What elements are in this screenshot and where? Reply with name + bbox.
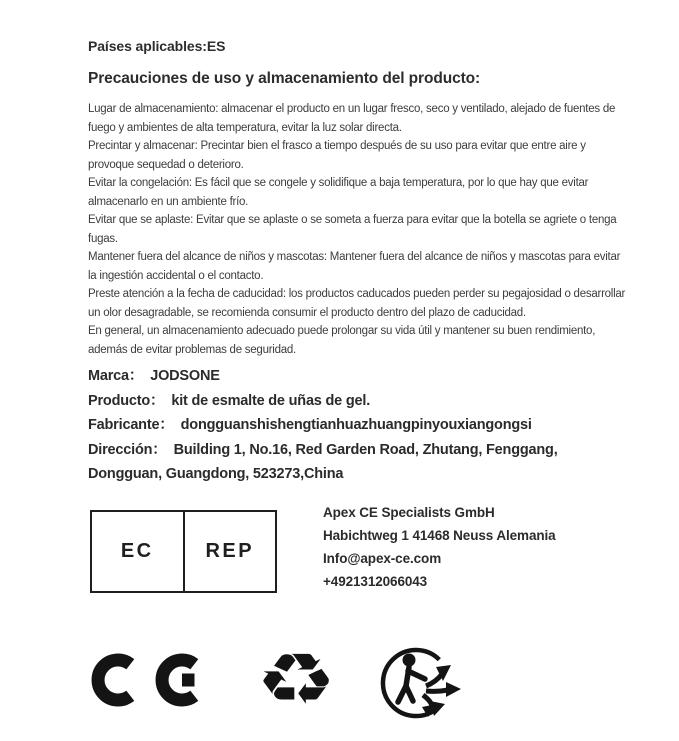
precaution-line: Evitar la congelación: Es fácil que se congele y solidifique a baja temperatura, por lo que hay que evitar [88, 177, 589, 189]
precaution-line: un olor desagradable, se recomienda consumir el producto dentro del plazo de caducidad. [88, 306, 526, 319]
product-line [88, 389, 558, 414]
brand-label: Marca： [88, 368, 144, 384]
representative-address: Habichtweg 1 41468 Neuss Alemania [323, 528, 556, 543]
address-line [88, 438, 558, 463]
precaution-line: además de evitar problemas de seguridad. [88, 343, 296, 356]
manufacturer-label: Fabricante： [88, 417, 174, 433]
precaution-line: Evitar que se aplaste: Evitar que se aplaste o se someta a fuerza para evitar que la botella se agriete o tenga [88, 214, 617, 226]
precautions-heading: Precauciones de uso y almacenamiento del producto: [88, 70, 481, 87]
precaution-line: En general, un almacenamiento adecuado puede prolongar su vida útil y mantener su buen rendimiento, [88, 325, 596, 337]
precaution-line: provoque sequedad o deterioro. [88, 158, 244, 171]
triman-logo-icon [376, 641, 474, 728]
applicable-countries-heading: Países aplicables:ES [88, 38, 226, 54]
product-info-block [88, 364, 558, 487]
precaution-line: almacenarlo en un ambiente frío. [88, 195, 249, 208]
address-value: Building 1, No.16, Red Garden Road, Zhutang, Fenggang, [173, 441, 558, 458]
representative-email: Info@apex-ce.com [323, 551, 442, 566]
precaution-line: Precintar y almacenar: Precintar bien el frasco a tiempo después de su uso para evitar que entre aire y [88, 140, 586, 152]
precaution-line: fugas. [88, 232, 118, 245]
recycling-symbol-icon [238, 639, 354, 719]
address-value-2: Dongguan, Guangdong, 523273,China [88, 466, 344, 482]
brand-line [88, 364, 558, 389]
brand-value: JODSONE [150, 368, 220, 384]
precaution-line: Preste atención a la fecha de caducidad: los productos caducados pueden perder su pegajosidad o desarrollar [88, 288, 626, 300]
manufacturer-value: dongguanshishengtianhuazhuangpinyouxiangongsi [180, 417, 532, 433]
precaution-line: fuego y ambientes de alta temperatura, evitar la luz solar directa. [88, 121, 402, 134]
rep-cell: REP [205, 540, 255, 562]
precaution-line: Lugar de almacenamiento: almacenar el producto en un lugar fresco, seco y ventilado, alejado de fuentes de [88, 103, 616, 115]
manufacturer-line [88, 413, 558, 438]
precaution-line: Mantener fuera del alcance de niños y mascotas: Mantener fuera del alcance de niños y mascotas para evitar [88, 251, 621, 263]
ec-rep-box [90, 510, 277, 593]
ec-cell: EC [92, 512, 185, 591]
eu-representative-block [323, 501, 556, 593]
representative-phone: +4921312066043 [323, 574, 428, 589]
precaution-line: la ingestión accidental o el contacto. [88, 269, 264, 282]
recycling-glyph: ♻ [255, 637, 337, 721]
address-label: Dirección： [88, 441, 167, 458]
ce-mark-icon [90, 651, 216, 714]
representative-name: Apex CE Specialists GmbH [323, 505, 495, 520]
precautions-text-block [88, 100, 625, 359]
product-label: Producto： [88, 392, 165, 409]
address-line-2 [88, 462, 558, 487]
product-value: kit de esmalte de uñas de gel. [171, 392, 371, 409]
